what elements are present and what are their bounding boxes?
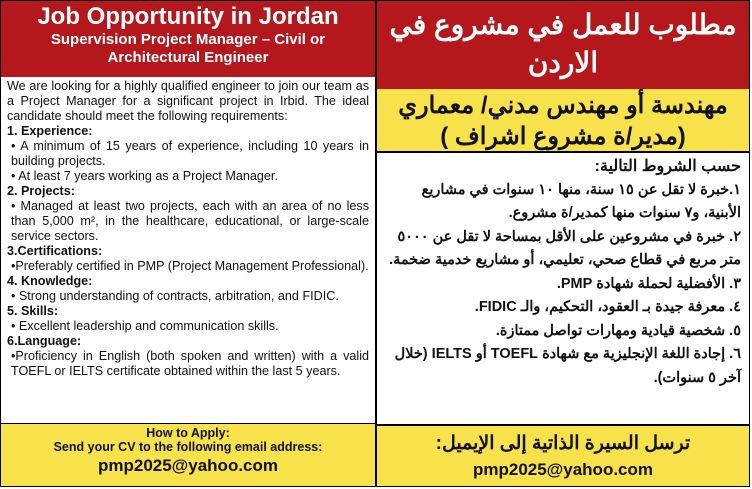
english-email: pmp2025@yahoo.com: [97, 456, 279, 475]
section-heading: 3.Certifications:: [7, 244, 103, 258]
requirement-item: • Managed at least two projects, each with an area of no less than 5,000 m², in the healthcare, educational, or large-scale service sectors.: [11, 199, 369, 243]
arabic-requirement-item: ٥. شخصية قيادية ومهارات تواصل ممتازة.: [495, 322, 741, 339]
requirement-item: • At least 7 years working as a Project Manager.: [11, 169, 278, 183]
english-subtitle: Supervision Project Manager – Civil or Architectural Engineer: [50, 31, 326, 66]
arabic-requirement-item: ٤. معرفة جيدة بـ العقود، التحكيم، والـ FIDIC.: [474, 299, 741, 315]
requirement-item: •Preferably certified in PMP (Project Management Professional).: [11, 259, 369, 273]
section-heading: 6.Language:: [7, 334, 82, 348]
requirements-list: [7, 124, 369, 379]
arabic-send-cv-label: ترسل السيرة الذاتية إلى الإيميل:: [435, 433, 691, 454]
arabic-requirements-list: [383, 179, 741, 391]
section-heading: 5. Skills:: [7, 304, 59, 318]
english-intro: We are looking for a highly qualified engineer to join our team as a Project Manager for a significant project in Irbid. The ideal candidate should meet the following requirements:: [7, 79, 369, 123]
english-column: [1, 1, 377, 486]
section-heading: 4. Knowledge:: [7, 274, 93, 288]
requirement-item: •Proficiency in English (both spoken and written) with a valid TOEFL or IELTS certificate obtained within the last 5 years.: [11, 349, 369, 378]
section-heading: 1. Experience:: [7, 124, 93, 138]
arabic-apply-box: [377, 424, 749, 486]
arabic-requirement-item: ٢. خبرة في مشروعين على الأقل بمساحة لا تقل عن ٥٠٠٠ متر مربع في قطاع صحي، تعليمي، أو مشاريع خدمية ضخمة.: [389, 228, 741, 268]
arabic-requirement-item: ٣. الأفضلية لحملة شهادة PMP.: [556, 275, 741, 292]
send-cv-label: Send your CV to the following email address:: [53, 440, 323, 454]
arabic-body: [377, 153, 749, 390]
how-to-apply-label: How to Apply:: [146, 426, 230, 440]
arabic-column: [377, 1, 749, 486]
requirement-item: • Excellent leadership and communication skills.: [11, 319, 279, 333]
arabic-role: مهندسة أو مهندس مدني/ معماري (مدير/ة مشروع اشراف ): [377, 89, 749, 153]
section-heading: 2. Projects:: [7, 184, 75, 198]
english-title: Job Opportunity in Jordan: [37, 3, 339, 30]
requirement-item: • Strong understanding of contracts, arbitration, and FIDIC.: [11, 289, 339, 303]
english-header: [1, 1, 375, 77]
english-body: [1, 77, 375, 424]
english-apply-box: [1, 423, 375, 486]
arabic-title: مطلوب للعمل في مشروع في الاردن: [377, 1, 749, 89]
arabic-conditions-heading: حسب الشروط التالية:: [594, 158, 741, 175]
arabic-requirement-item: ١.خبرة لا تقل عن ١٥ سنة، منها ١٠ سنوات في مشاريع الأبنية، و٧ سنوات منها كمدير/ة مشروع.: [421, 181, 741, 221]
requirement-item: • A minimum of 15 years of experience, including 10 years in building projects.: [11, 139, 369, 168]
arabic-email: pmp2025@yahoo.com: [472, 460, 654, 479]
arabic-requirement-item: ٦. إجادة اللغة الإنجليزية مع شهادة TOEFL أو IELTS (خلال آخر ٥ سنوات).: [394, 346, 741, 386]
